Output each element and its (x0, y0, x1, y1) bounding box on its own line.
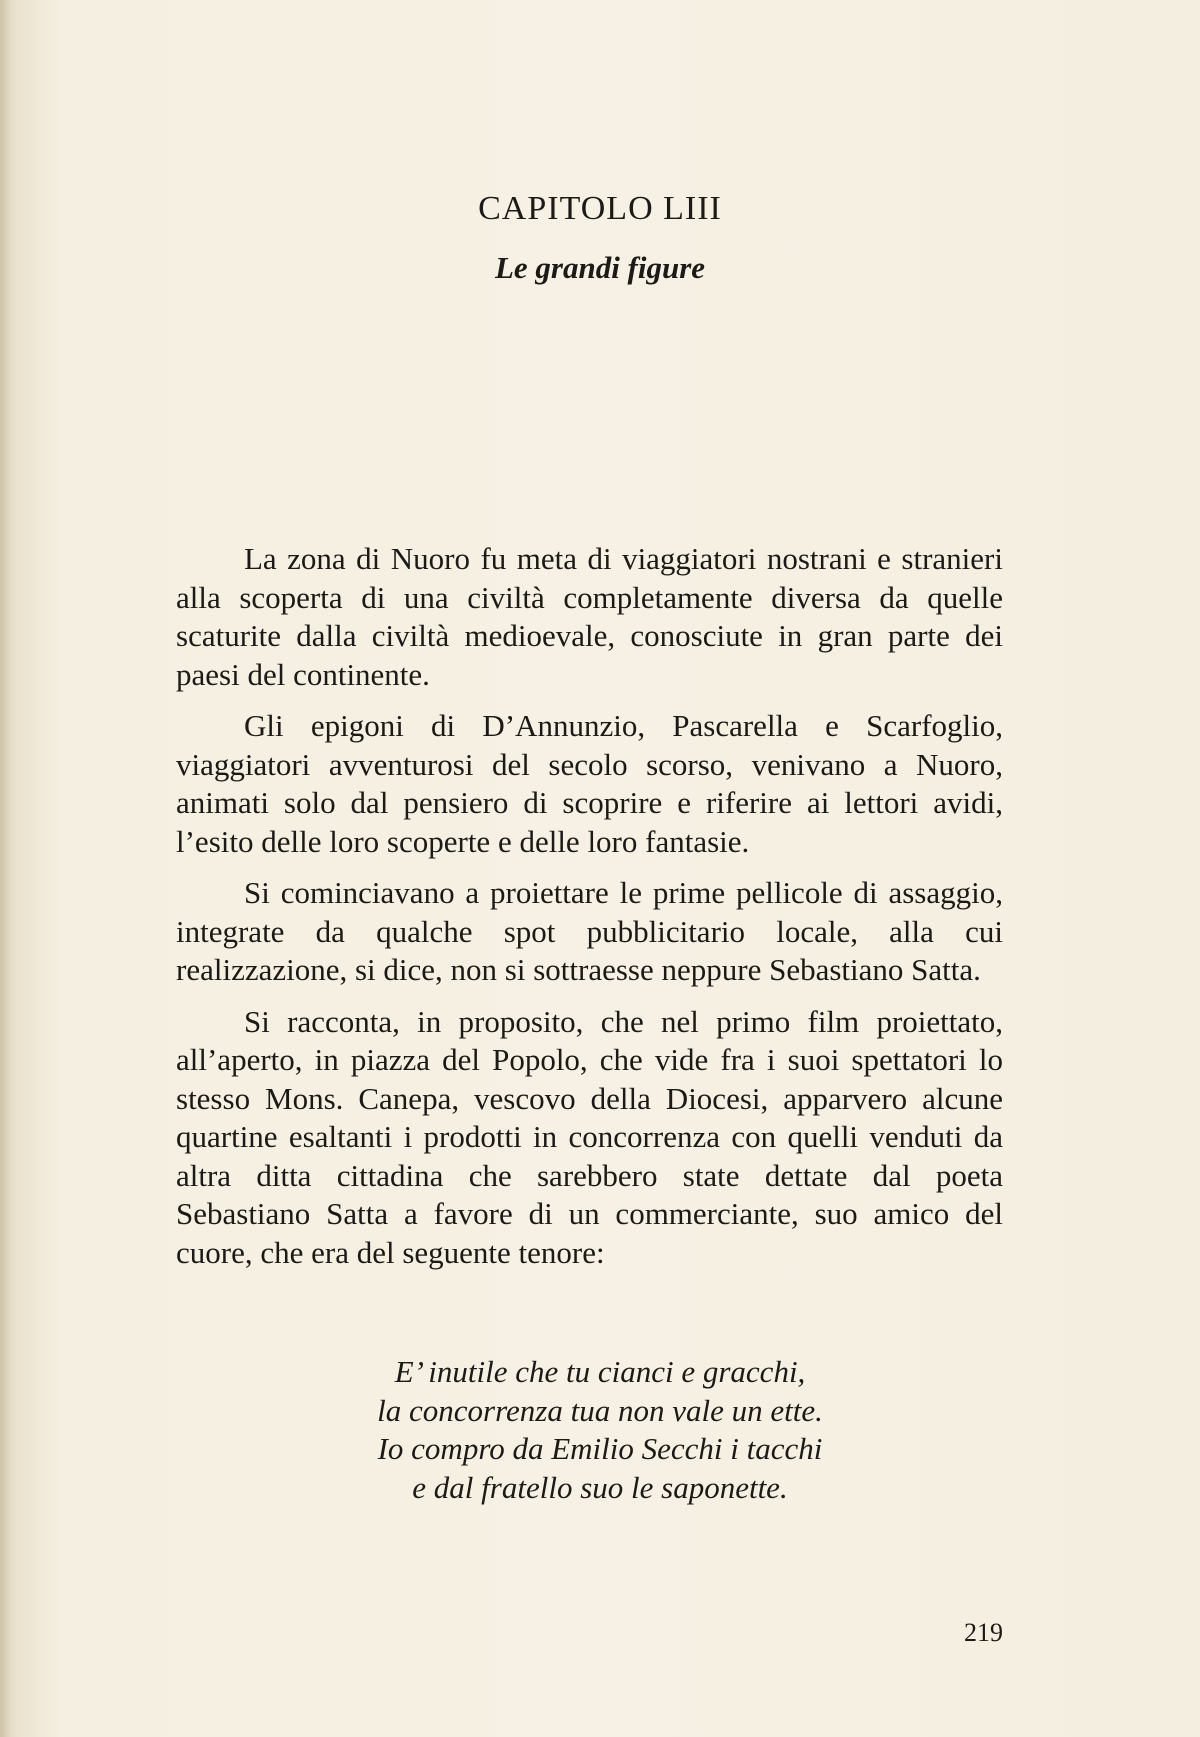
chapter-subtitle: Le grandi figure (494, 250, 706, 285)
verse-line: la concorrenza tua non vale un ette. (377, 1392, 823, 1428)
paragraph: La zona di Nuoro fu meta di viaggiatori nostrani e stranieri alla scoperta di una civiltà completamente diversa da quelle scaturite dalla civiltà medioevale, conosciute in gran parte dei paesi del continente. (176, 541, 1003, 692)
page-number: 219 (964, 1618, 1003, 1647)
verse-line: e dal fratello suo le saponette. (412, 1469, 788, 1505)
chapter-title: CAPITOLO LIII (478, 190, 722, 227)
verse-quatrain (0, 1353, 1200, 1507)
body-text (176, 540, 1003, 1285)
paragraph: Si cominciavano a proiettare le prime pellicole di assaggio, integrate da qualche spot pubblicitario locale, alla cui realizzazione, si dice, non si sottraesse neppure Sebastiano Satta. (176, 875, 1003, 987)
paragraph: Si racconta, in proposito, che nel primo film proiettato, all’aperto, in piazza del Popolo, che vide fra i suoi spettatori lo stesso Mons. Canepa, vescovo della Diocesi, apparvero alcune quartine esaltanti i prodotti in concorrenza con quelli venduti da altra ditta cittadina che sarebbero state dettate dal poeta Sebastiano Satta a favore di un commerciante, suo amico del cuore, che era del seguente tenore: (176, 1003, 1003, 1270)
verse-line: E’ inutile che tu cianci e gracchi, (394, 1354, 806, 1389)
verse-line: Io compro da Emilio Secchi i tacchi (377, 1431, 823, 1466)
paragraph: Gli epigoni di D’Annunzio, Pascarella e Scarfoglio, viaggiatori avventurosi del secolo scorso, venivano a Nuoro, animati solo dal pensiero di scoprire e riferire ai lettori avidi, l’esito delle loro scoperte e delle loro fantasie. (176, 708, 1003, 859)
